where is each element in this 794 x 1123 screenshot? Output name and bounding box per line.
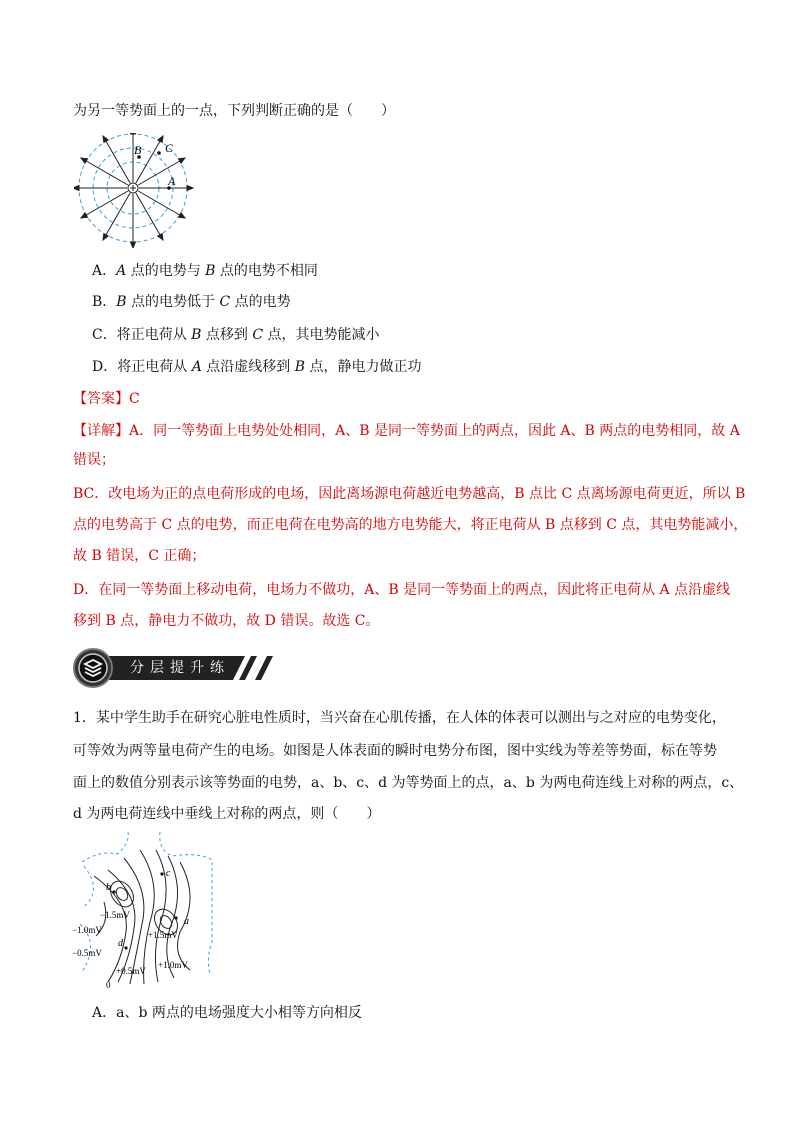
label-zero: 0 [106,980,111,990]
label-c: c [166,868,171,879]
field-line [103,136,130,183]
field-line [136,193,163,240]
field-arrowhead [158,136,163,142]
q1-option-a: A．a、b 两点的电场强度大小相等方向相反 [92,1005,362,1021]
detail-line-5: 故 B 错误，C 正确； [73,548,206,564]
detail-line-3: BC．改电场为正的点电荷形成的电场，因此离场源电荷越近电势越高，B 点比 C 点离场源电荷更近，所以 B [73,486,746,502]
point-charge-field-figure [74,133,204,248]
field-arrowhead [81,213,87,218]
detail-line-4: 点的电势高于 C 点的电势，而正电荷在电势高的地方电势能大，将正电荷从 B 点移到 C 点，其电势能减小， [73,517,748,533]
field-arrowhead [103,234,108,240]
q1-line-2: 可等效为两等量电荷产生的电场。如图是人体表面的瞬时电势分布图，图中实线为等差等势面，标在等势 [73,743,717,759]
label-a: a [184,916,189,927]
question-stem: 为另一等势面上的一点，下列判断正确的是（ ） [73,103,395,119]
field-line [138,158,185,185]
detail-line-7: 移到 B 点，静电力不做功，故 D 错误。故选 C。 [73,613,380,629]
q1-line-4: d 为两电荷连线中垂线上对称的两点，则（ ） [73,806,381,822]
field-arrowhead [179,213,185,218]
potential-distribution-figure [70,832,220,992]
q1-line-3: 面上的数值分别表示该等势面的电势，a、b、c、d 为等势面上的点，a、b 为两电荷连线上对称的两点，c、 [73,775,744,791]
detail-line-2: 错误； [73,452,115,468]
field-arrowhead [158,234,163,240]
label-m15: −1.5mV [100,910,130,920]
section-title: 分层提升练 [130,660,230,676]
field-line [81,191,128,218]
answer: 【答案】C [73,391,140,407]
label-B: B [134,143,142,157]
detail-line-1: 【详解】A．同一等势面上电势处处相同，A、B 是同一等势面上的两点，因此 A、B 两点的电势相同，故 A [73,423,740,439]
detail-line-6: D．在同一等势面上移动电荷，电场力不做功，A、B 是同一等势面上的两点，因此将正电荷从 A 点沿虚线 [73,582,731,598]
field-arrowhead [187,186,193,191]
label-p10: +1.0mV [158,960,188,970]
label-A: A [168,174,176,188]
label-C: C [165,141,174,155]
label-p15: +1.5mV [148,930,178,940]
option-d: D．将正电荷从 A 点沿虚线移到 B 点，静电力做正功 [92,359,422,375]
field-arrowhead [81,158,87,163]
q1-line-1: 1．某中学生助手在研究心脏电性质时，当兴奋在心肌传播，在人体的体表可以测出与之对应的电势变化， [73,710,726,726]
field-arrowhead [74,186,79,191]
label-p05: +0.5mV [116,966,146,976]
label-d: d [118,938,123,949]
field-line [81,158,128,185]
field-arrowhead [103,136,108,142]
field-line [103,193,130,240]
field-line [138,191,185,218]
option-a: A．A 点的电势与 B 点的电势不相同 [92,263,318,279]
label-m05: −0.5mV [72,948,102,958]
field-arrowhead [179,158,185,163]
field-arrowhead [131,242,136,248]
option-b: B．B 点的电势低于 C 点的电势 [92,294,291,310]
option-c: C．将正电荷从 B 点移到 C 点，其电势能减小 [92,327,380,343]
field-arrowhead [131,133,136,134]
label-b: b [106,882,111,893]
label-m10: −1.0mV [72,925,102,935]
